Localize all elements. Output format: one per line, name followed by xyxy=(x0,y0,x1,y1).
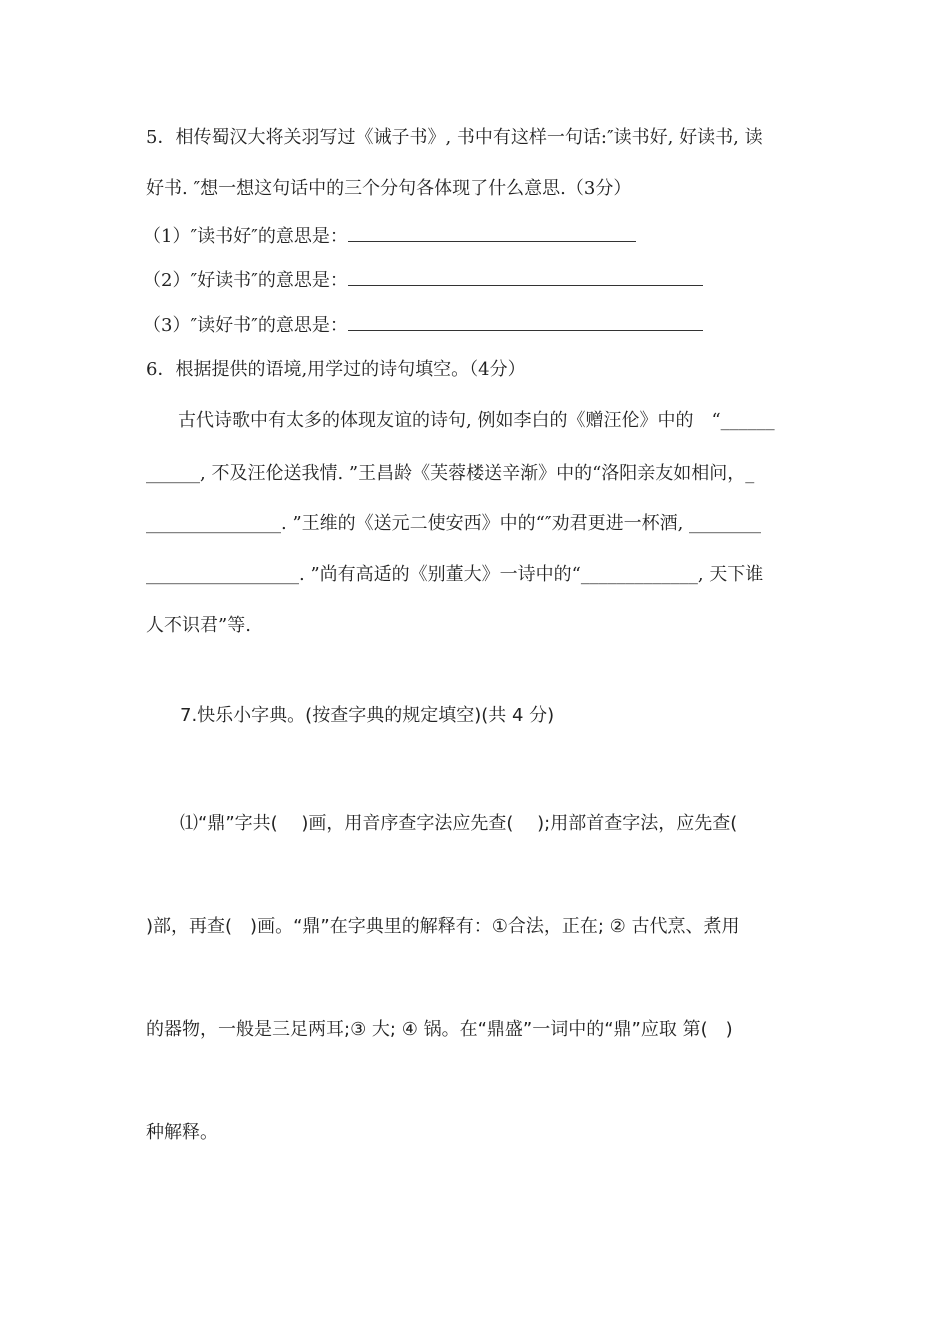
q5-sub-2-label: （2）″好读书″的意思是： xyxy=(143,270,348,291)
q5-prompt-line-1: 5．相传蜀汉大将关羽写过《诫子书》, 书中有这样一句话:″读书好, 好读书, 读 xyxy=(146,127,763,148)
q5-sub-3-label: （3）″读好书″的意思是： xyxy=(143,315,348,336)
q6-passage-line-2: ______, 不及汪伦送我情. ”王昌龄《芙蓉楼送辛渐》中的“洛阳亲友如相问，_ xyxy=(146,463,755,484)
q7-heading: 7.快乐小字典。(按查字典的规定填空)(共 4 分) xyxy=(180,705,555,726)
q5-sub-question-3 xyxy=(143,314,703,338)
q6-passage-line-1: 古代诗歌中有太多的体现友谊的诗句, 例如李白的《赠汪伦》中的 “______ xyxy=(178,410,775,431)
q5-sub-1-answer-blank[interactable] xyxy=(348,225,636,242)
q5-prompt-line-2: 好书. ″想一想这句话中的三个分句各体现了什么意思.（3分） xyxy=(146,178,632,199)
q5-sub-question-1 xyxy=(143,225,636,249)
q7-text-line-3: 的器物，一般是三足两耳;③ 大; ④ 锅。在“鼎盛”一词中的“鼎”应取 第( ) xyxy=(146,1019,733,1040)
q7-text-line-2: )部，再查( )画。“鼎”在字典里的解释有：①合法，正在; ② 古代烹、煮用 xyxy=(146,916,740,937)
q6-passage-line-3: _______________. ”王维的《送元二使安西》中的“″劝君更进一杯酒, ________ xyxy=(146,513,762,534)
q6-heading: 6．根据提供的语境,用学过的诗句填空。（4分） xyxy=(146,359,526,380)
q6-passage-line-4: _________________. ”尚有高适的《别董大》一诗中的“_____________, 天下谁 xyxy=(146,564,764,585)
q7-text-line-4: 种解释。 xyxy=(146,1122,218,1143)
q5-sub-question-2 xyxy=(143,269,703,293)
q6-passage-line-5: 人不识君”等. xyxy=(146,615,251,636)
q7-text-line-1: ⑴“鼎”字共( )画，用音序查字法应先查( );用部首查字法，应先查( xyxy=(180,813,738,834)
q5-sub-2-answer-blank[interactable] xyxy=(348,269,703,286)
q5-sub-1-label: （1）″读书好″的意思是： xyxy=(143,226,348,247)
q5-sub-3-answer-blank[interactable] xyxy=(348,314,703,331)
